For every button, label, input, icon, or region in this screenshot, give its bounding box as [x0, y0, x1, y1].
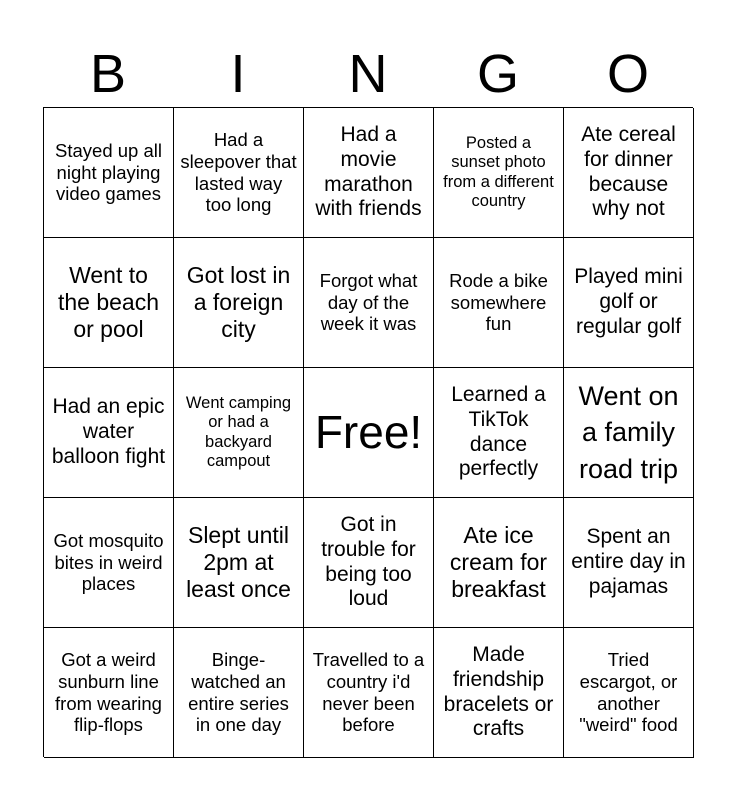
- bingo-cell[interactable]: [564, 368, 694, 498]
- bingo-cell[interactable]: [564, 498, 694, 628]
- cell-text: Ate ice cream for breakfast: [449, 521, 548, 603]
- cell-text: Had a sleepover that lasted way too long: [180, 128, 297, 216]
- cell-text: Ate cereal for dinner because why not: [581, 122, 676, 221]
- cell-text: Got a weird sunburn line from wearing flip-flops: [55, 648, 162, 736]
- header-letter-b: B: [89, 44, 127, 104]
- bingo-cell[interactable]: [434, 108, 564, 238]
- cell-text: Binge-watched an entire series in one day: [188, 648, 289, 736]
- cell-text: Had an epic water balloon fight: [51, 395, 166, 468]
- header-letter-i: I: [230, 44, 246, 104]
- bingo-cell[interactable]: [44, 498, 174, 628]
- bingo-cell[interactable]: [564, 108, 694, 238]
- bingo-cell[interactable]: [304, 108, 434, 238]
- bingo-cell[interactable]: [304, 498, 434, 628]
- bingo-cell[interactable]: [44, 368, 174, 498]
- bingo-board: [43, 107, 693, 757]
- bingo-cell[interactable]: [44, 628, 174, 758]
- cell-text: Went to the beach or pool: [57, 261, 160, 343]
- cell-text: Slept until 2pm at least once: [186, 521, 291, 603]
- bingo-cell[interactable]: [434, 628, 564, 758]
- bingo-cell[interactable]: [434, 498, 564, 628]
- bingo-cell[interactable]: [44, 238, 174, 368]
- bingo-cell[interactable]: [564, 628, 694, 758]
- header-letter-g: G: [476, 44, 519, 104]
- bingo-cell[interactable]: [174, 628, 304, 758]
- free-space[interactable]: [304, 368, 434, 498]
- cell-text: Travelled to a country i'd never been before: [312, 648, 425, 736]
- cell-text: Went camping or had a backyard campout: [185, 393, 292, 470]
- bingo-cell[interactable]: [564, 238, 694, 368]
- cell-text: Forgot what day of the week it was: [319, 269, 418, 335]
- cell-text: Tried escargot, or another "weird" food: [579, 648, 678, 736]
- cell-text: Rode a bike somewhere fun: [449, 269, 548, 335]
- bingo-cell[interactable]: [174, 498, 304, 628]
- bingo-cell[interactable]: [434, 368, 564, 498]
- header-letter-n: N: [348, 44, 388, 104]
- header-letter-o: O: [606, 44, 649, 104]
- bingo-header: [43, 40, 693, 108]
- free-space-text: Free!: [314, 406, 423, 459]
- cell-text: Stayed up all night playing video games: [55, 139, 162, 205]
- bingo-cell[interactable]: [174, 238, 304, 368]
- cell-text: Played mini golf or regular golf: [574, 265, 683, 338]
- bingo-cell[interactable]: [44, 108, 174, 238]
- cell-text: Spent an entire day in pajamas: [571, 525, 686, 598]
- bingo-cell[interactable]: [304, 238, 434, 368]
- cell-text: Made friendship bracelets or crafts: [443, 642, 554, 741]
- cell-text: Got mosquito bites in weird places: [53, 529, 164, 595]
- cell-text: Got in trouble for being too loud: [321, 512, 416, 611]
- bingo-cell[interactable]: [174, 368, 304, 498]
- bingo-cell[interactable]: [434, 238, 564, 368]
- cell-text: Had a movie marathon with friends: [315, 122, 422, 221]
- bingo-cell[interactable]: [174, 108, 304, 238]
- cell-text: Got lost in a foreign city: [186, 261, 291, 343]
- bingo-cell[interactable]: [304, 628, 434, 758]
- cell-text: Learned a TikTok dance perfectly: [451, 382, 546, 481]
- cell-text: Went on a family road trip: [578, 380, 679, 484]
- cell-text: Posted a sunset photo from a different country: [443, 133, 554, 210]
